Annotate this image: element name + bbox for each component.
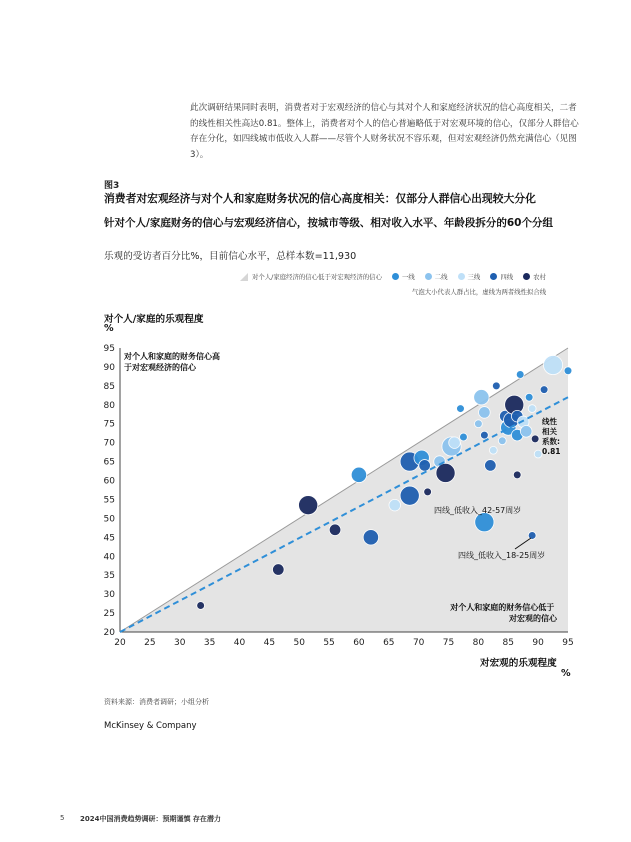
- x-tick-label: 20: [114, 638, 126, 648]
- x-tick-label: 30: [174, 638, 186, 648]
- x-tick-label: 40: [233, 638, 246, 648]
- scatter-point: [480, 431, 488, 439]
- scatter-point: [457, 405, 465, 413]
- callout-42-57: 四线_低收入_42-57周岁: [434, 506, 522, 515]
- x-tick-label: 55: [323, 638, 335, 648]
- scatter-point: [525, 393, 533, 401]
- page-number: 5: [60, 814, 65, 822]
- scatter-point: [329, 524, 341, 536]
- y-tick-label: 30: [103, 590, 115, 601]
- legend-label: 四线: [500, 273, 514, 281]
- scatter-point: [531, 435, 539, 443]
- y-tick-label: 55: [103, 495, 115, 506]
- figure-subtitle: 针对个人/家庭财务的信心与宏观经济信心，按城市等级、相对收入水平、年龄段拆分的60个分组: [104, 217, 553, 229]
- scatter-point: [528, 532, 536, 540]
- upper-region-line-2: 于对宏观经济的信心: [124, 363, 196, 372]
- source-note: 资料来源：消费者调研；小组分析: [104, 698, 209, 706]
- upper-region-line-1: 对个人和家庭的财务信心高: [124, 352, 220, 361]
- scatter-point: [363, 530, 378, 545]
- scatter-point: [389, 499, 401, 511]
- scatter-point: [540, 386, 548, 394]
- y-tick-label: 75: [103, 419, 115, 430]
- scatter-point: [299, 496, 318, 515]
- scatter-point: [424, 488, 432, 496]
- y-tick-label: 45: [103, 533, 115, 544]
- correlation-label-line-2: 相关: [542, 427, 557, 436]
- scatter-point: [449, 437, 461, 449]
- scatter-point: [520, 426, 532, 438]
- bubble-size-note: 气泡大小代表人群占比，虚线为两者线性拟合线: [412, 288, 547, 296]
- y-tick-label: 35: [103, 571, 115, 582]
- x-tick-label: 25: [144, 638, 156, 648]
- x-tick-label: 75: [442, 638, 455, 648]
- scatter-point: [475, 513, 494, 532]
- legend-label: 二线: [434, 273, 448, 281]
- lower-region-line-2: 对宏观的信心: [509, 614, 557, 623]
- y-tick-label: 85: [103, 381, 115, 392]
- x-axis-unit: %: [561, 668, 571, 679]
- intro-paragraph: 此次调研结果同时表明，消费者对于宏观经济的信心与其对个人和家庭经济状况的信心高度相关，二者的线性相关性高达0.81。整体上，消费者对个人的信心普遍略低于对宏观环境的信心，仅部分人群信心存在分化，如四线城市低收入人群——尽管个人财务状况不容乐观，但对宏观经济仍然充满信心（见图3）。: [190, 103, 579, 160]
- y-tick-label: 90: [103, 362, 115, 373]
- x-tick-label: 70: [412, 638, 425, 648]
- x-tick-label: 95: [562, 638, 574, 648]
- scatter-point: [543, 355, 562, 374]
- scatter-point: [528, 405, 536, 413]
- y-tick-label: 80: [103, 400, 115, 411]
- x-tick-label: 50: [293, 638, 305, 648]
- scatter-point: [492, 382, 500, 390]
- scatter-point: [498, 437, 506, 445]
- y-tick-label: 65: [103, 457, 115, 468]
- upper-region-label: [123, 351, 223, 372]
- scatter-point: [474, 390, 489, 405]
- y-axis-unit: %: [104, 323, 114, 334]
- callout-18-25: 四线_低收入_18-25周岁: [458, 551, 546, 560]
- brand-logo-text: McKinsey & Company: [104, 721, 197, 731]
- y-tick-label: 50: [103, 514, 115, 525]
- y-axis-title: 对个人/家庭的乐观程度: [104, 314, 204, 325]
- scatter-point: [272, 564, 284, 576]
- scatter-point: [475, 420, 483, 428]
- legend-label: 农村: [533, 273, 546, 281]
- scatter-point: [485, 460, 497, 472]
- x-axis-title: 对宏观的乐观程度: [480, 658, 557, 669]
- figure-title: 消费者对宏观经济与对个人和家庭财务状况的信心高度相关：仅部分人群信心出现较大分化: [104, 192, 536, 205]
- y-tick-labels: [104, 344, 116, 638]
- scatter-point: [513, 471, 521, 479]
- scatter-point: [516, 371, 524, 379]
- y-tick-label: 95: [103, 344, 115, 354]
- y-tick-label: 40: [103, 552, 115, 563]
- x-tick-label: 65: [383, 638, 395, 648]
- correlation-label-line-1: 线性: [542, 417, 557, 426]
- scatter-point: [436, 463, 455, 482]
- correlation-value: 0.81: [542, 447, 561, 456]
- x-tick-label: 35: [203, 638, 216, 648]
- scatter-point: [419, 460, 431, 472]
- figure-label: 图3: [104, 181, 120, 191]
- scatter-point: [197, 602, 205, 610]
- y-tick-label: 70: [103, 438, 115, 449]
- legend-label: 一线: [401, 273, 415, 281]
- scatter-point: [564, 367, 572, 375]
- y-tick-label: 60: [103, 476, 115, 487]
- legend-area-label: 对个人/家庭经济的信心低于对宏观经济的信心: [252, 273, 382, 281]
- legend-label: 三线: [467, 273, 481, 281]
- x-tick-label: 45: [263, 638, 276, 648]
- scatter-point: [460, 433, 468, 441]
- x-tick-label: 90: [532, 638, 544, 648]
- correlation-label-line-3: 系数:: [542, 437, 560, 446]
- y-tick-label: 20: [103, 628, 115, 638]
- scatter-point: [534, 450, 542, 458]
- figure-note: 乐观的受访者百分比%，目前信心水平，总样本数=11,930: [104, 251, 357, 262]
- scatter-point: [489, 446, 497, 454]
- scatter-point: [479, 407, 491, 419]
- scatter-point: [351, 467, 366, 482]
- footer-title: 2024中国消费趋势调研：预期谨慎 存在潜力: [80, 815, 221, 823]
- x-tick-label: 85: [502, 638, 514, 648]
- lower-region-line-1: 对个人和家庭的财务信心低于: [450, 603, 555, 612]
- y-tick-label: 25: [103, 609, 115, 620]
- x-tick-labels: [114, 638, 573, 648]
- x-tick-label: 80: [472, 638, 485, 648]
- scatter-point: [400, 486, 419, 505]
- x-tick-label: 60: [353, 638, 365, 648]
